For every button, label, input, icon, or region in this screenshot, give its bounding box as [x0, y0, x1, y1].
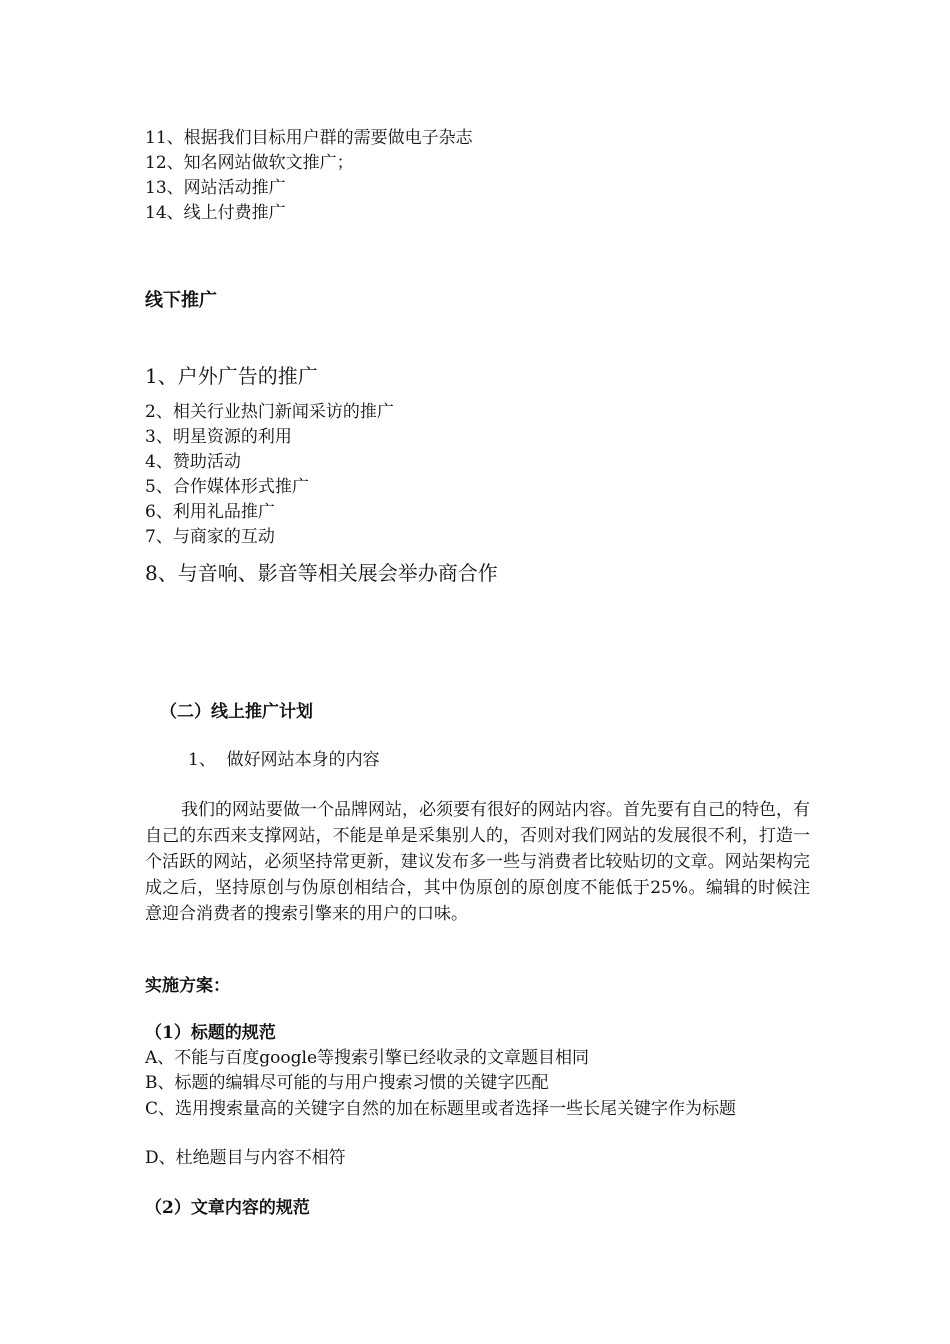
rule2-heading: （2）文章内容的规范: [145, 1198, 310, 1218]
online-list-item-13: 13、网站活动推广: [145, 178, 286, 198]
offline-list-item-4: 4、赞助活动: [145, 452, 241, 472]
online-list-item-11: 11、根据我们目标用户群的需要做电子杂志: [145, 128, 473, 148]
offline-list-item-8: 8、与音响、影音等相关展会举办商合作: [145, 561, 498, 585]
offline-list-item-3: 3、明星资源的利用: [145, 427, 292, 447]
offline-list-item-2: 2、相关行业热门新闻采访的推广: [145, 402, 394, 422]
section2-heading: （二）线上推广计划: [160, 702, 313, 722]
rule1-item-d: D、杜绝题目与内容不相符: [145, 1148, 346, 1168]
offline-list-item-7: 7、与商家的互动: [145, 527, 275, 547]
offline-list-item-6: 6、利用礼品推广: [145, 502, 275, 522]
content-paragraph: 我们的网站要做一个品牌网站，必须要有很好的网站内容。首先要有自己的特色，有自己的东西来支撑网站，不能是单是采集别人的，否则对我们网站的发展很不利，打造一个活跃的网站，必须坚持常更新，建议发布多一些与消费者比较贴切的文章。网站架构完成之后，坚持原创与伪原创相结合，其中伪原创的原创度不能低于25%。编辑的时候注意迎合消费者的搜索引擎来的用户的口味。: [145, 800, 810, 924]
online-list-item-12: 12、知名网站做软文推广；: [145, 153, 354, 173]
offline-heading: 线下推广: [145, 290, 217, 311]
offline-list-item-1: 1、户外广告的推广: [145, 364, 318, 388]
subheading-1: 1、 做好网站本身的内容: [188, 750, 380, 770]
offline-list-item-5: 5、合作媒体形式推广: [145, 477, 309, 497]
implementation-heading: 实施方案：: [145, 976, 230, 996]
rule1-heading: （1）标题的规范: [145, 1023, 276, 1043]
rule1-item-b: B、标题的编辑尽可能的与用户搜索习惯的关键字匹配: [145, 1073, 549, 1093]
rule1-item-a: A、不能与百度google等搜索引擎已经收录的文章题目相同: [145, 1048, 590, 1068]
online-list-item-14: 14、线上付费推广: [145, 203, 286, 223]
rule1-item-c: C、选用搜索量高的关键字自然的加在标题里或者选择一些长尾关键字作为标题: [145, 1099, 737, 1119]
